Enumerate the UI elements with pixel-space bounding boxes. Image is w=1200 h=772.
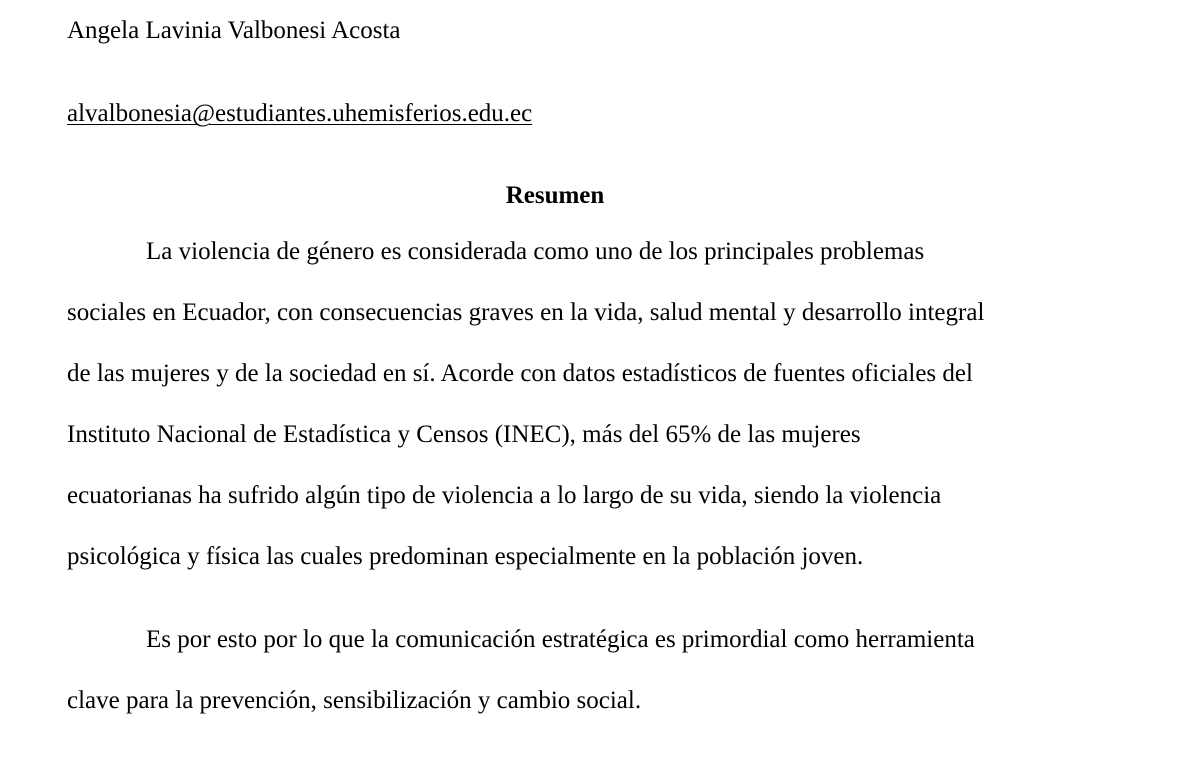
author-email-link[interactable]: alvalbonesia@estudiantes.uhemisferios.edu.ec — [67, 100, 533, 127]
abstract-line: Instituto Nacional de Estadística y Censos (INEC), más del 65% de las mujeres — [67, 421, 861, 448]
abstract-line: La violencia de género es considerada como uno de los principales problemas — [146, 238, 925, 265]
author-name: Angela Lavinia Valbonesi Acosta — [67, 17, 401, 44]
abstract-line: de las mujeres y de la sociedad en sí. Acorde con datos estadísticos de fuentes oficiales del — [67, 360, 973, 387]
abstract-line: ecuatorianas ha sufrido algún tipo de violencia a lo largo de su vida, siendo la violencia — [67, 482, 942, 509]
abstract-line: Es por esto por lo que la comunicación estratégica es primordial como herramienta — [146, 626, 975, 653]
abstract-line: sociales en Ecuador, con consecuencias graves en la vida, salud mental y desarrollo integral — [67, 299, 985, 326]
abstract-line: clave para la prevención, sensibilización y cambio social. — [67, 687, 642, 714]
abstract-heading: Resumen — [505, 182, 605, 209]
abstract-line: psicológica y física las cuales predominan especialmente en la población joven. — [67, 543, 864, 570]
